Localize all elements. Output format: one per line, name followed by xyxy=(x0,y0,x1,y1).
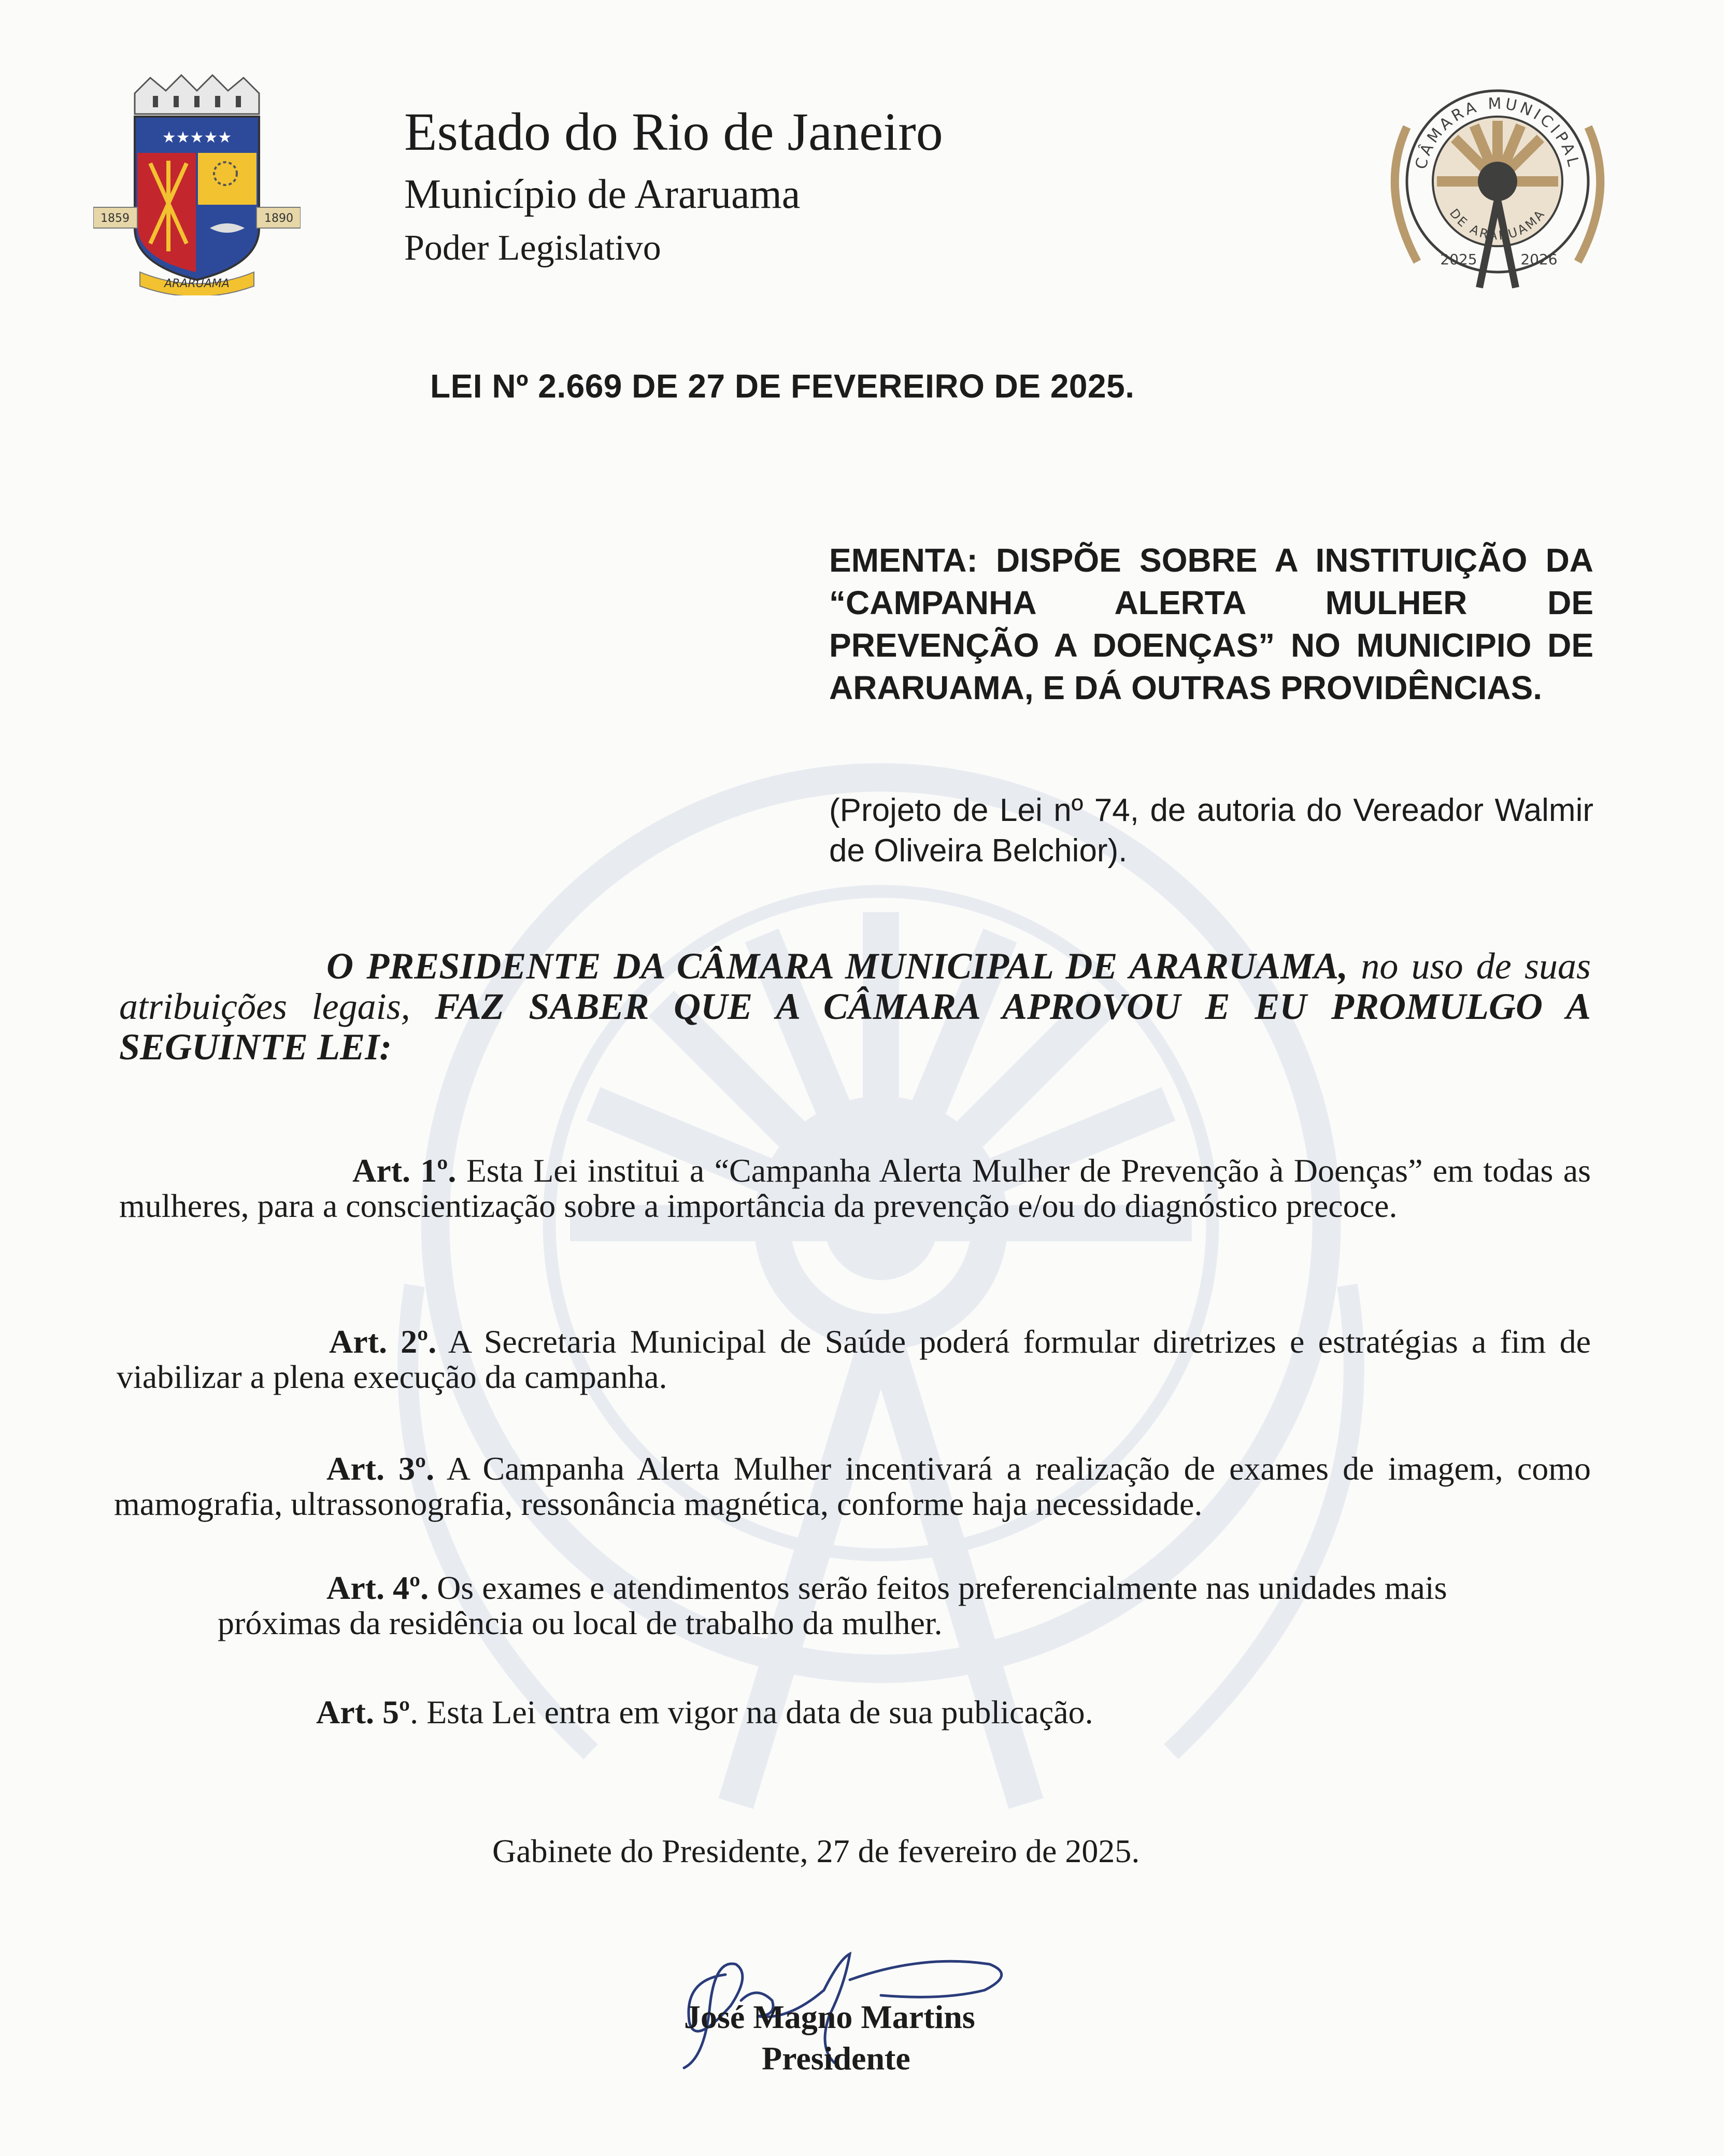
article-2-label: Art. 2º. xyxy=(329,1323,437,1360)
article-4-label: Art. 4º. xyxy=(326,1569,429,1606)
municipality-name: Município de Araruama xyxy=(404,171,801,217)
place-and-date: Gabinete do Presidente, 27 de fevereiro de 2025. xyxy=(492,1833,1140,1869)
seal-top-text: CÂMARA MUNICIPAL xyxy=(1412,94,1584,172)
article-5-label: Art. 5º xyxy=(316,1694,410,1731)
chamber-seal-watermark xyxy=(373,715,1389,1835)
article-1-label: Art. 1º. xyxy=(352,1152,457,1189)
article-2-text: A Secretaria Municipal de Saúde poderá formular diretrizes e estratégias a fim de viabilizar a plena execução da campanha. xyxy=(117,1323,1591,1395)
seal-bottom-text: DE ARARUAMA xyxy=(1446,206,1549,243)
article-1-text: Esta Lei institui a “Campanha Alerta Mulher de Prevenção à Doenças” em todas as mulheres, para a conscientização sobre a importância da prevenção e/ou do diagnóstico precoce. xyxy=(119,1152,1591,1224)
ementa-text: EMENTA: DISPÕE SOBRE A INSTITUIÇÃO DA “CAMPANHA ALERTA MULHER DE PREVENÇÃO A DOENÇAS” NO MUNICIPIO DE ARARUAMA, E DÁ OUTRAS PROVIDÊNCIAS. xyxy=(829,542,1593,706)
article-5 xyxy=(316,1695,1508,1730)
araruama-coat-of-arms xyxy=(93,73,301,295)
article-3-label: Art. 3º. xyxy=(326,1450,435,1487)
article-5-text: . Esta Lei entra em vigor na data de sua publicação. xyxy=(410,1694,1093,1731)
article-2 xyxy=(117,1324,1591,1395)
crest-ribbon-text: ARARUAMA xyxy=(164,277,230,290)
preamble-attributions: no uso de suas atribuições legais, xyxy=(119,945,1591,1027)
crest-year-left: 1859 xyxy=(101,212,130,225)
state-name: Estado do Rio de Janeiro xyxy=(404,102,943,162)
seal-year-left: 2025 xyxy=(1440,251,1477,268)
branch-name: Poder Legislativo xyxy=(404,228,661,268)
signer-role: Presidente xyxy=(762,2040,910,2077)
letterhead xyxy=(404,101,943,272)
preamble-president: O PRESIDENTE DA CÂMARA MUNICIPAL DE ARARUAMA, xyxy=(326,945,1348,987)
article-4 xyxy=(218,1570,1549,1641)
crest-year-right: 1890 xyxy=(264,212,293,225)
law-title: LEI Nº 2.669 DE 27 DE FEVEREIRO DE 2025. xyxy=(430,367,1135,405)
svg-text:★★★★★: ★★★★★ xyxy=(162,129,232,147)
bill-reference: (Projeto de Lei nº 74, de autoria do Vereador Walmir de Oliveira Belchior). xyxy=(829,792,1593,869)
chamber-seal-logo xyxy=(1358,70,1637,298)
signer-name: José Magno Martins xyxy=(684,1998,975,2035)
article-3-text: A Campanha Alerta Mulher incentivará a realização de exames de imagem, como mamografia, ultrassonografia, ressonância magnética, conforme haja necessidade. xyxy=(114,1450,1591,1522)
seal-year-right: 2026 xyxy=(1520,251,1558,268)
article-4-text: Os exames e atendimentos serão feitos preferencialmente nas unidades mais próximas da residência ou local de trabalho da mulher. xyxy=(218,1569,1447,1641)
article-1 xyxy=(119,1153,1591,1224)
article-3 xyxy=(114,1451,1591,1522)
preamble xyxy=(119,946,1591,1067)
preamble-promulgation: FAZ SABER QUE A CÂMARA APROVOU E EU PROMULGO A SEGUINTE LEI: xyxy=(119,986,1591,1068)
